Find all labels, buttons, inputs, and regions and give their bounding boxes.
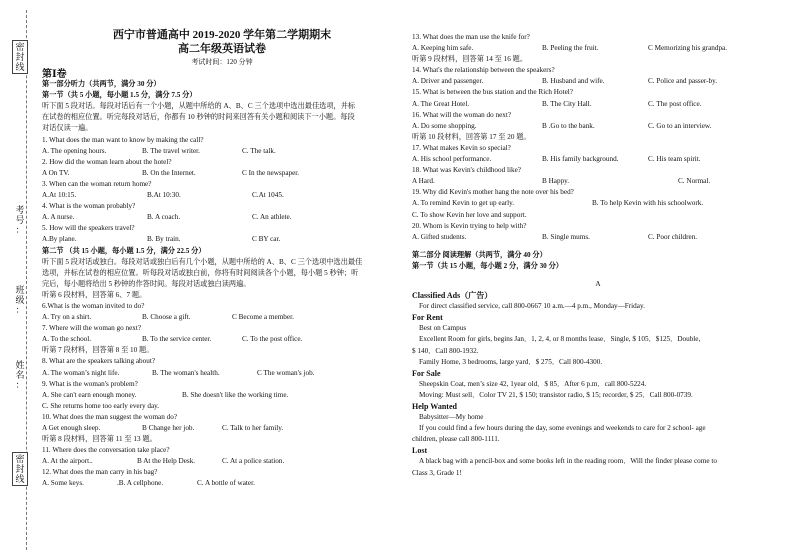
answer-option: A. She can't earn enough money.	[42, 390, 137, 399]
section-heading: 第一节（共 15 小题，每小题 2 分，满分 30 分）	[412, 261, 563, 270]
answer-option: B. The travel writer.	[142, 146, 200, 155]
option-row	[412, 232, 784, 243]
text-line: Best on Campus	[419, 324, 467, 333]
text-line: If you could find a few hours during the day, some evenings and weekends to care for 2 school- age	[419, 424, 706, 433]
section-heading: 第一节（共 5 小题，每小题 1.5 分，满分 7.5 分）	[42, 91, 197, 100]
text-line: 18. What was Kevin's childhood like?	[412, 166, 521, 175]
ad-section-heading: Lost	[412, 446, 428, 456]
option-row	[42, 146, 402, 157]
answer-option: B. The City Hall.	[542, 99, 592, 108]
option-row	[412, 154, 784, 165]
text-line: 对话仅读一遍。	[42, 124, 93, 133]
text-line: 20. Whom is Kevin trying to help with?	[412, 221, 527, 230]
text-line: 3. When can the woman return home?	[42, 179, 152, 188]
text-line: 听第 9 段材料，回答第 14 至 16 题。	[412, 55, 528, 64]
answer-option: B. Husband and wife.	[542, 77, 605, 86]
answer-option: C.At 1045.	[252, 191, 284, 200]
text-line: 听第 7 段材料，回答第 8 至 10 题。	[42, 346, 154, 355]
answer-option: A. Try on a shirt.	[42, 313, 92, 322]
answer-option: C. Talk to her family.	[222, 424, 284, 432]
text-line: 1. What does the man want to know by making the call?	[42, 135, 204, 144]
option-row	[412, 198, 784, 209]
option-row	[42, 390, 402, 401]
answer-option: A. To remind Kevin to get up early.	[412, 199, 515, 208]
answer-option: A.By plane.	[42, 235, 77, 244]
answer-option: A Get enough sleep.	[42, 424, 101, 432]
text-line: 11. Where does the conversation take place?	[42, 446, 170, 455]
text-line: 听第 6 段材料，回答第 6、7 题。	[42, 290, 147, 299]
ad-section-heading: Classified Ads（广告）	[412, 291, 493, 301]
answer-option: B. The woman's health.	[152, 368, 220, 377]
answer-option: B .Go to the bank.	[542, 121, 595, 130]
text-line: A black bag with a pencil-box and some books left in the reading room．Will the finder please come to	[419, 457, 717, 466]
answer-option: C. The post office.	[648, 99, 702, 108]
text-line: $ 140．Call 800-1932.	[412, 346, 479, 355]
option-row	[42, 212, 402, 223]
class-label: 班 级 ：	[15, 285, 25, 315]
right-column	[412, 0, 784, 479]
text-line: 10. What does the man suggest the woman do?	[42, 412, 178, 421]
answer-option: A. The Great Hotel.	[412, 99, 470, 108]
answer-option: .B. A cellphone.	[117, 479, 164, 488]
text-line: 17. What makes Kevin so special?	[412, 143, 511, 152]
binding-margin	[0, 0, 40, 560]
section-heading: 第Ⅰ卷	[42, 69, 67, 80]
text-line: 16. What will the woman do next?	[412, 110, 512, 119]
text-line: 5. How will the speakers travel?	[42, 224, 135, 233]
answer-option: A. Do some shopping.	[412, 121, 477, 130]
option-row	[42, 312, 402, 323]
spacer	[412, 243, 784, 250]
answer-option: C Become a member.	[232, 313, 294, 322]
text-line: Class 3, Grade 1!	[412, 468, 462, 477]
answer-option: B. By train.	[147, 235, 181, 244]
spacer	[412, 272, 784, 279]
answer-option: A. Some keys.	[42, 479, 84, 488]
left-column-body	[42, 68, 402, 490]
answer-option: C In the newspaper.	[242, 168, 300, 177]
answer-option: B. To the service center.	[142, 335, 212, 344]
answer-option: C. At a police station.	[222, 457, 285, 466]
option-row	[42, 168, 402, 179]
answer-option: B. To help Kevin with his schoolwork.	[592, 199, 704, 208]
option-row	[42, 456, 402, 467]
answer-option: B. A coach.	[147, 213, 181, 222]
answer-option: C. Poor children.	[648, 232, 698, 241]
answer-option: A. Keeping him safe.	[412, 44, 474, 53]
answer-option: C. Go to an interview.	[648, 121, 712, 130]
text-line: 8. What are the speakers talking about?	[42, 357, 156, 366]
answer-option: C The woman's job.	[257, 368, 315, 377]
answer-option: C. A bottle of water.	[197, 479, 255, 488]
section-heading: 第一部分听力（共两节，满分 30 分）	[42, 80, 161, 89]
text-line: C. To show Kevin her love and support.	[412, 210, 527, 219]
left-column	[42, 0, 402, 490]
answer-option: A Hard.	[412, 177, 435, 186]
answer-option: A. The opening hours.	[42, 146, 107, 155]
answer-option: C. To the post office.	[242, 335, 303, 344]
text-line: 6.What is the woman invited to do?	[42, 301, 145, 310]
answer-option: C. Normal.	[678, 177, 711, 186]
text-line: 4. What is the woman probably?	[42, 202, 136, 211]
option-row	[412, 176, 784, 187]
text-line: 2. How did the woman learn about the hotel?	[42, 157, 172, 166]
answer-option: B Change her job.	[142, 424, 195, 432]
option-row	[42, 234, 402, 245]
answer-option: B Happy.	[542, 177, 570, 186]
exam-number-label: 考 号 ：	[15, 205, 25, 235]
text-line: 12. What does the man carry in his bag?	[42, 468, 158, 477]
answer-option: B. On the Internet.	[142, 168, 196, 177]
seal-line-box-bottom: 密 封 线	[12, 452, 28, 486]
text-line: Sheepskin Coat, men’s size 42, 1year old．$ 85．After 6 p.m．call 800-5224.	[419, 379, 647, 388]
option-row	[412, 99, 784, 110]
ad-section-heading: For Sale	[412, 368, 441, 378]
text-line: 13. What does the man use the knife for?	[412, 33, 530, 41]
seal-line-box-top: 密 封 线	[12, 40, 28, 74]
text-line: 听下面 5 段对话或独白。每段对话或独白后有几个小题，从题中所给的 A、B、C 三个选项中选出最佳	[42, 257, 363, 266]
answer-option: C BY car.	[252, 235, 281, 244]
text-line: Moving: Must sell．Color TV 21, $ 150; transistor radio, $ 15; recorder, $ 25．Call 800-0739.	[419, 390, 693, 399]
answer-option: A. The woman’s night life.	[42, 368, 120, 377]
answer-option: A.At 10:15.	[42, 191, 77, 200]
text-line: 9. What is the woman's problem?	[42, 379, 138, 388]
answer-option: A. Driver and passenger.	[412, 77, 484, 86]
answer-option: A. To the school.	[42, 335, 92, 344]
answer-option: C. Police and passer-by.	[648, 77, 718, 86]
right-column-body	[412, 32, 784, 479]
exam-time: 考试时间：120 分钟	[191, 58, 253, 66]
text-line: 7. Where will the woman go next?	[42, 324, 142, 333]
option-row	[42, 190, 402, 201]
text-line: Babysitter—My home	[419, 413, 484, 422]
text-line: 14. What's the relationship between the speakers?	[412, 66, 555, 75]
answer-option: C. The talk.	[242, 146, 276, 155]
text-line: 19. Why did Kevin's mother hang the note over his bed?	[412, 188, 574, 197]
answer-option: A On TV.	[42, 168, 70, 177]
answer-option: A. His school performance.	[412, 155, 492, 164]
exam-title-line1: 西宁市普通高中 2019-2020 学年第二学期期末	[112, 29, 332, 41]
text-line: A	[595, 279, 601, 288]
answer-option: A. A nurse.	[42, 213, 75, 222]
option-row	[42, 478, 402, 489]
option-row	[412, 76, 784, 87]
answer-option: A. Gifted students.	[412, 232, 467, 241]
text-line: children, please call 800-1111.	[412, 435, 500, 444]
text-line: 完后，每小题将给出 5 秒钟的作答时间。每段对话或独白读两遍。	[42, 279, 251, 288]
answer-option: B. Peeling the fruit.	[542, 44, 599, 53]
ad-section-heading: Help Wanted	[412, 402, 457, 411]
text-line: 15. What is between the bus station and the Rich Hotel?	[412, 88, 573, 97]
exam-title-line2: 高二年级英语试卷	[178, 43, 266, 55]
answer-option: B. She doesn't like the working time.	[182, 390, 289, 399]
text-line: C. She returns home too early every day.	[42, 401, 160, 410]
option-row	[412, 43, 784, 54]
text-line: For direct classified service, call 800-0667 10 a.m.—4 p.m., Monday—Friday.	[419, 302, 645, 311]
text-line: 听第 10 段材料，回答第 17 至 20 题。	[412, 132, 531, 141]
section-heading: 第二节 （共 15 小题，每小题 1.5 分，满分 22.5 分）	[42, 246, 206, 255]
text-line: 在试卷的相应位置。听完每段对话后，你都有 10 秒钟的时间来回答有关小题和阅读下一小题。每段	[42, 113, 355, 122]
answer-option: C. An athlete.	[252, 213, 292, 222]
answer-option: B. Single mums.	[542, 232, 590, 241]
ad-section-heading: For Rent	[412, 313, 443, 323]
answer-option: B. His family background.	[542, 155, 619, 164]
section-heading: 第二部分 阅读理解（共两节，满分 40 分）	[412, 250, 547, 259]
answer-option: B. Choose a gift.	[142, 313, 191, 322]
text-line: Family Home, 3 bedrooms, large yard．$ 275．Call 800-4300.	[419, 357, 603, 366]
answer-option: B At the Help Desk.	[137, 457, 196, 466]
text-line: 听第 8 段材料，回答第 11 至 13 题。	[42, 435, 157, 444]
answer-option: A. At the airport..	[42, 457, 93, 466]
text-line: Excellent Room for girls, begins Jan．1, 2, 4, or 8 months lease．Single, $ 105．$125．Double,	[419, 335, 701, 344]
option-row	[42, 423, 402, 434]
answer-option: C Memorizing his grandpa.	[648, 44, 728, 53]
text-line: 听下面 5 段对话。每段对话后有一个小题，从题中所给的 A、B、C 三个选项中选出最佳选项，并标	[42, 102, 356, 111]
name-label: 姓 名 ：	[15, 360, 25, 390]
answer-option: B.At 10:30.	[147, 191, 181, 200]
answer-option: C. His team spirit.	[648, 155, 701, 164]
option-row	[42, 334, 402, 345]
option-row	[42, 368, 402, 379]
option-row	[412, 121, 784, 132]
text-line: 选项，并标在试卷的相应位置。听每段对话或独白前，你将有时间阅读各个小题，每小题 5 秒钟；听	[42, 268, 359, 277]
